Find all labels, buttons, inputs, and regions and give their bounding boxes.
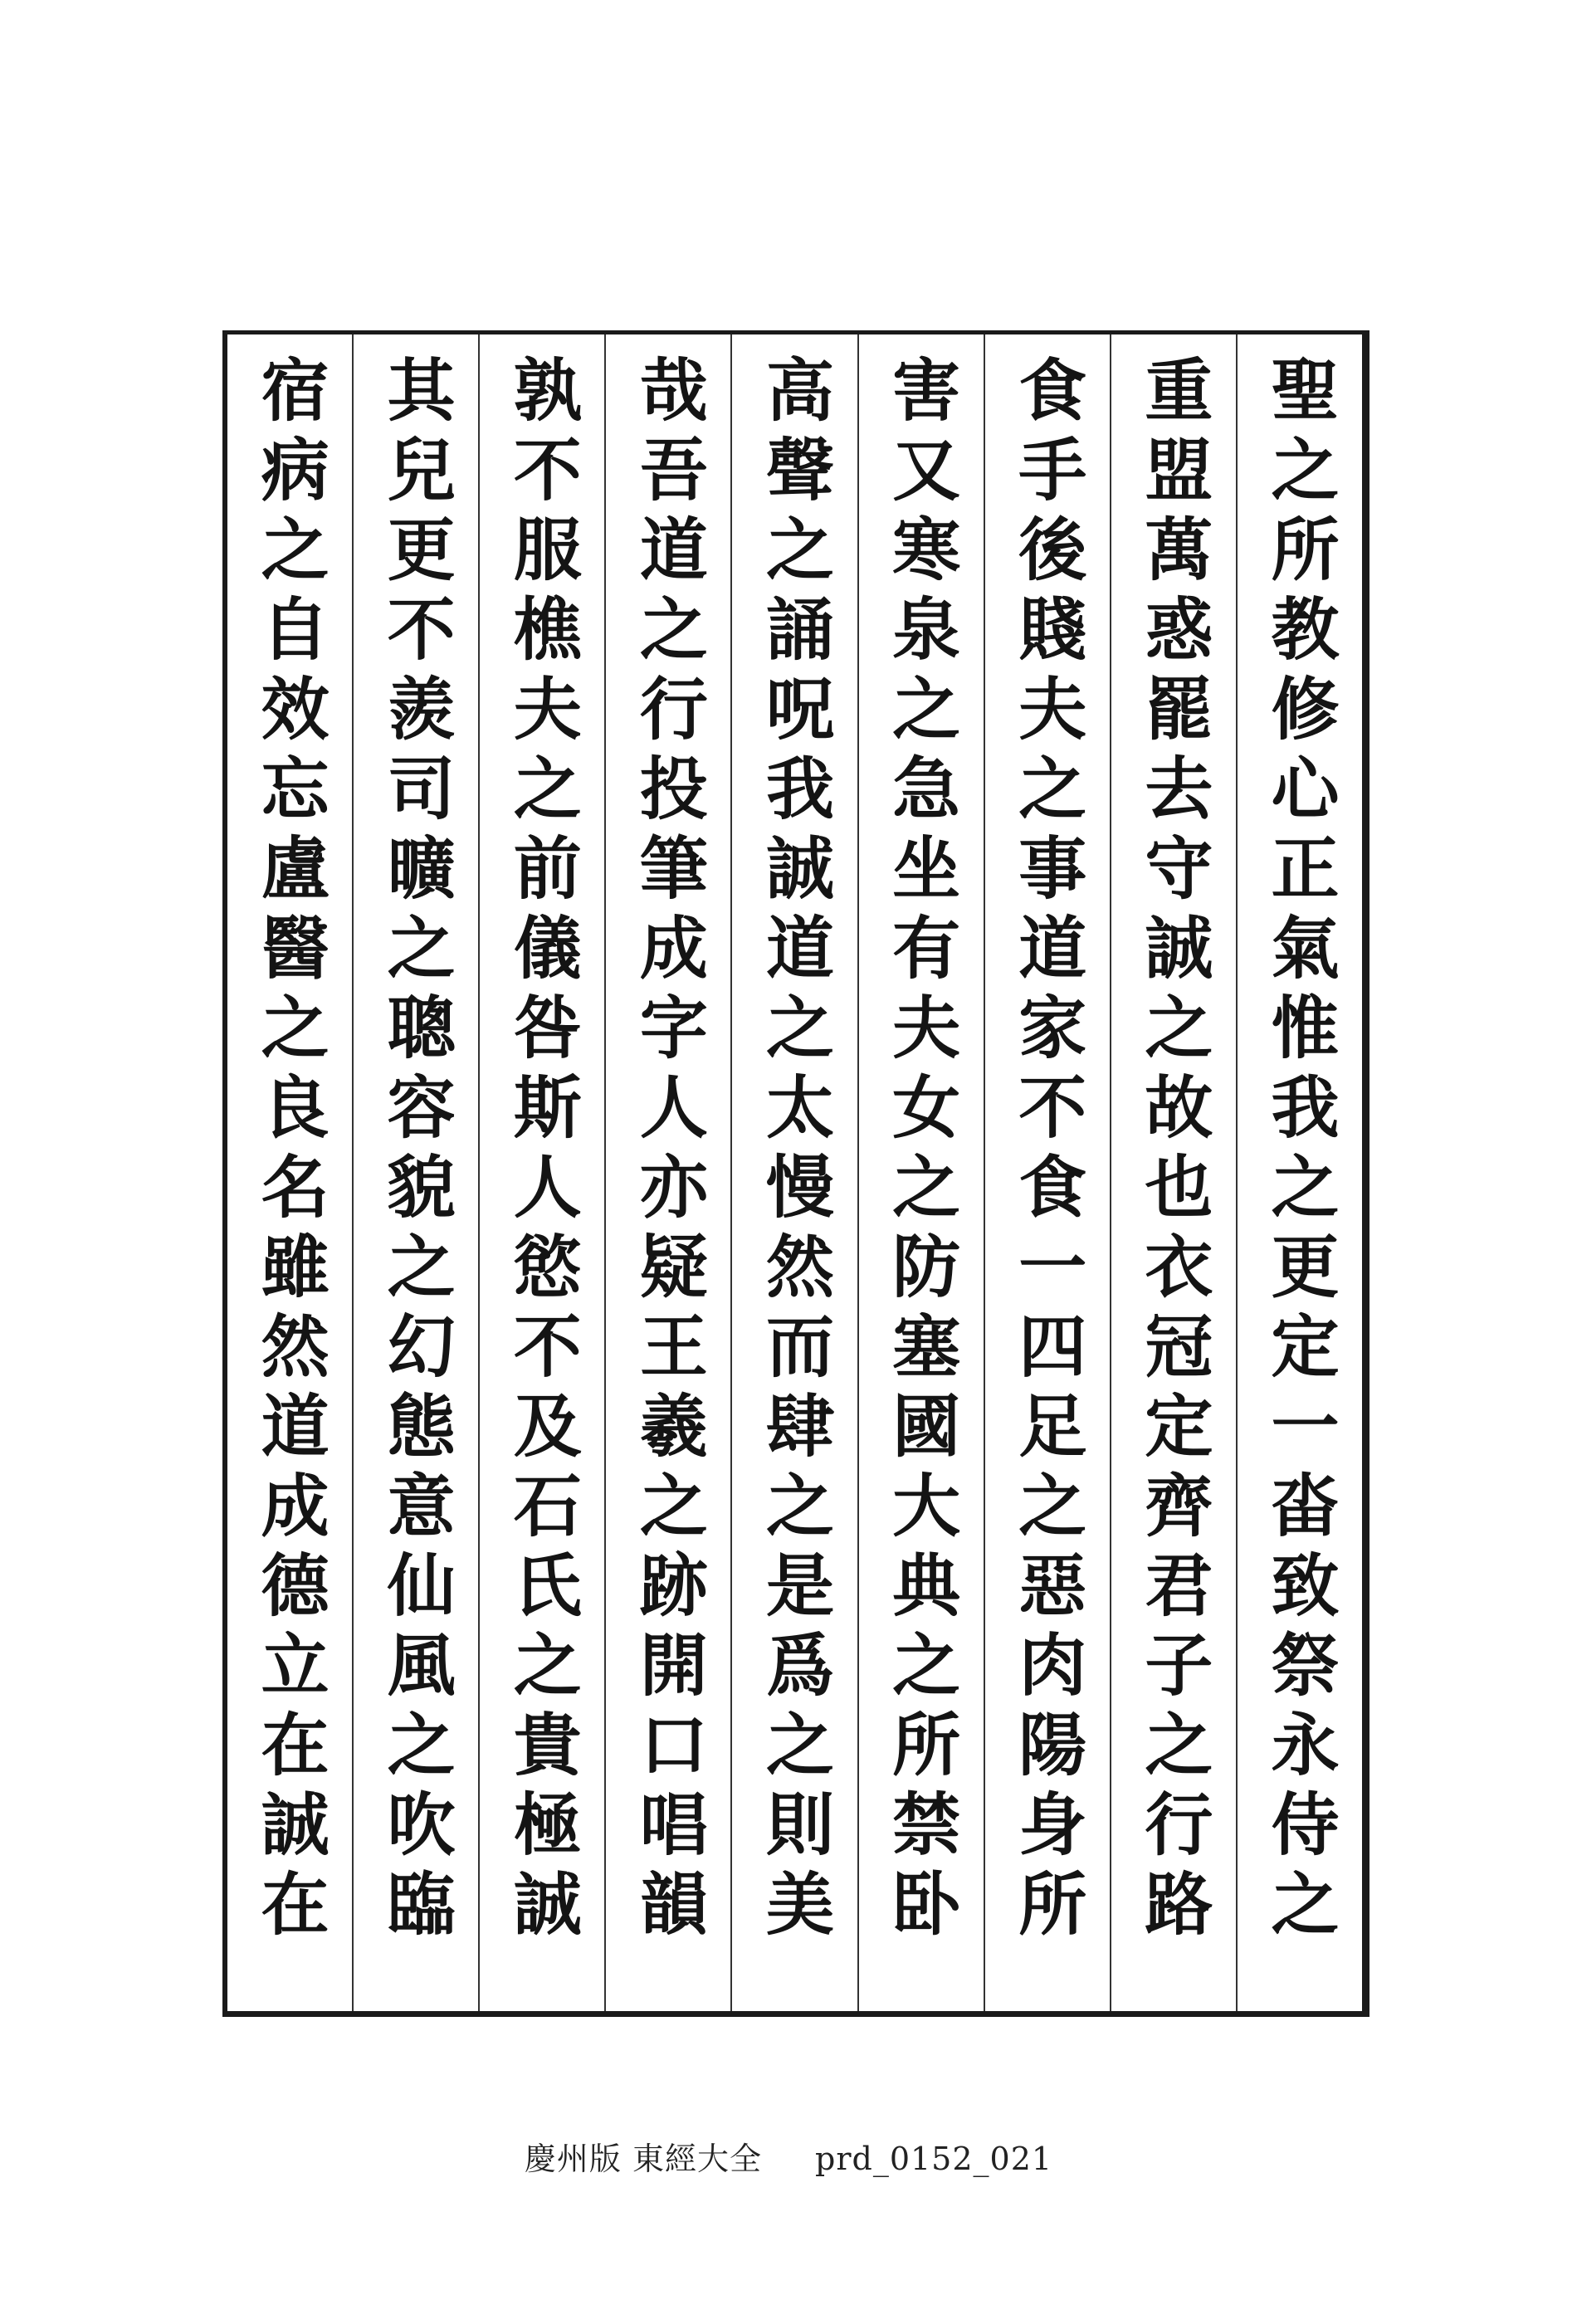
text-column [1110, 334, 1236, 2011]
text-column [730, 334, 857, 2011]
column-text: 宿病之自效忘盧醫之良名雖然道成德立在誠在 [250, 354, 330, 1948]
text-columns [227, 334, 1362, 2011]
column-text: 食手後賤夫之事道家不食一四足之惡肉陽身所 [1007, 354, 1087, 1948]
text-column [984, 334, 1110, 2011]
printed-block-frame [222, 330, 1370, 2017]
column-text: 高聲之誦呪我誠道之太慢然而肆之是爲之則美 [754, 354, 835, 1948]
column-text: 聖之所教修心正氣惟我之更定一畓致祭永侍之 [1259, 354, 1340, 1948]
footer-title: 慶州版 東經大全 [524, 2141, 763, 2177]
text-column [227, 334, 352, 2011]
footer-code: prd_0152_021 [815, 2141, 1053, 2177]
column-text: 孰不服樵夫之前儀咎斯人慾不及石氏之貴極誠 [502, 354, 583, 1948]
text-column [604, 334, 730, 2011]
text-column [352, 334, 478, 2011]
column-text: 重盟萬惑罷去守誠之故也衣冠定齊君子之行路 [1133, 354, 1213, 1948]
column-text: 害又寒泉之急坐有夫女之防塞國大典之所禁卧 [881, 354, 961, 1948]
text-column [1236, 334, 1362, 2011]
column-text: 其兒更不羨司曠之聰容貌之幻態意仙風之吹臨 [376, 354, 456, 1948]
page-footer [0, 2133, 1577, 2179]
text-column [478, 334, 604, 2011]
text-column [857, 334, 984, 2011]
column-text: 哉吾道之行投筆成字人亦疑王羲之跡開口唱韻 [628, 354, 709, 1948]
